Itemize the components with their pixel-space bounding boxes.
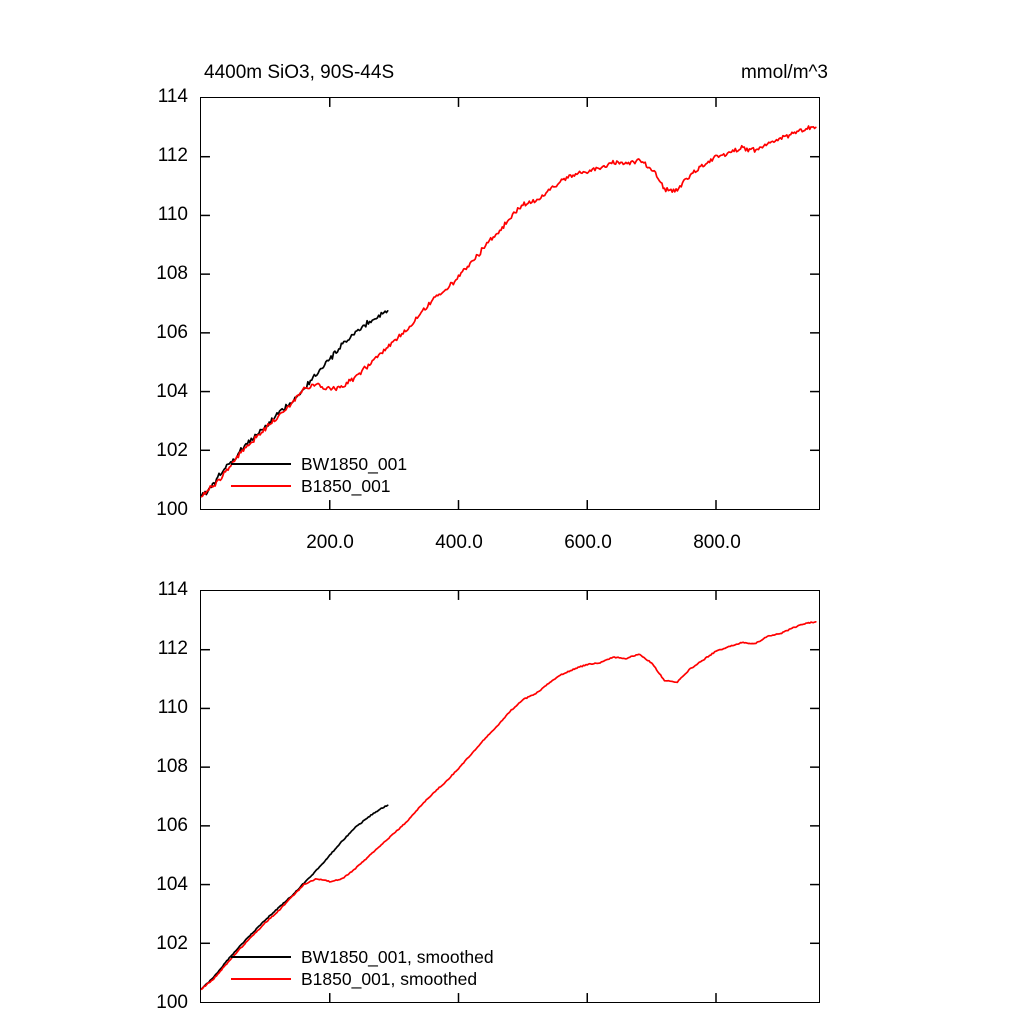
ytick-label-top-3: 106 [156,322,188,343]
ytick-label-top-5: 110 [157,204,188,225]
plot-svg-raw [201,98,819,509]
ytick-label-top-6: 112 [157,145,188,166]
legend-label-bw1850-smoothed: BW1850_001, smoothed [301,946,494,967]
ytick-label-top-2: 104 [156,381,188,402]
xtick-label-top-3: 800.0 [693,532,741,553]
legend-label-bw1850: BW1850_001 [301,453,408,474]
legend-raw [231,453,407,497]
ytick-label-top-4: 108 [156,263,188,284]
ytick-label-top-1: 102 [156,440,188,461]
legend-line-swatch-black [231,956,291,958]
ytick-label-bottom-1: 102 [156,933,188,954]
ytick-label-bottom-5: 110 [157,697,188,718]
legend-item [231,475,407,497]
ytick-label-top-7: 114 [157,86,188,107]
chart-units-label: mmol/m^3 [740,62,828,83]
legend-label-b1850: B1850_001 [301,475,391,496]
legend-label-b1850-smoothed: B1850_001, smoothed [301,968,478,989]
ytick-label-bottom-7: 114 [157,579,188,600]
chart-title: 4400m SiO3, 90S-44S [204,62,395,83]
legend-smoothed [231,946,494,990]
legend-item [231,946,494,968]
plot-area-smoothed [200,590,820,1003]
ytick-label-bottom-6: 112 [157,638,188,659]
xtick-label-top-0: 200.0 [306,532,354,553]
legend-item [231,453,407,475]
chart-panel-smoothed [0,570,1024,1024]
xtick-label-top-1: 400.0 [435,532,483,553]
ytick-label-bottom-2: 104 [156,874,188,895]
plot-area-raw [200,97,820,510]
xtick-label-top-2: 600.0 [564,532,612,553]
ytick-label-bottom-0: 100 [156,992,188,1013]
ytick-label-bottom-4: 108 [156,756,188,777]
legend-line-swatch-black [231,463,291,465]
legend-line-swatch-red [231,978,291,980]
ytick-label-top-0: 100 [156,499,188,520]
ytick-label-bottom-3: 106 [156,815,188,836]
legend-line-swatch-red [231,485,291,487]
legend-item [231,968,494,990]
plot-svg-smoothed [201,591,819,1002]
